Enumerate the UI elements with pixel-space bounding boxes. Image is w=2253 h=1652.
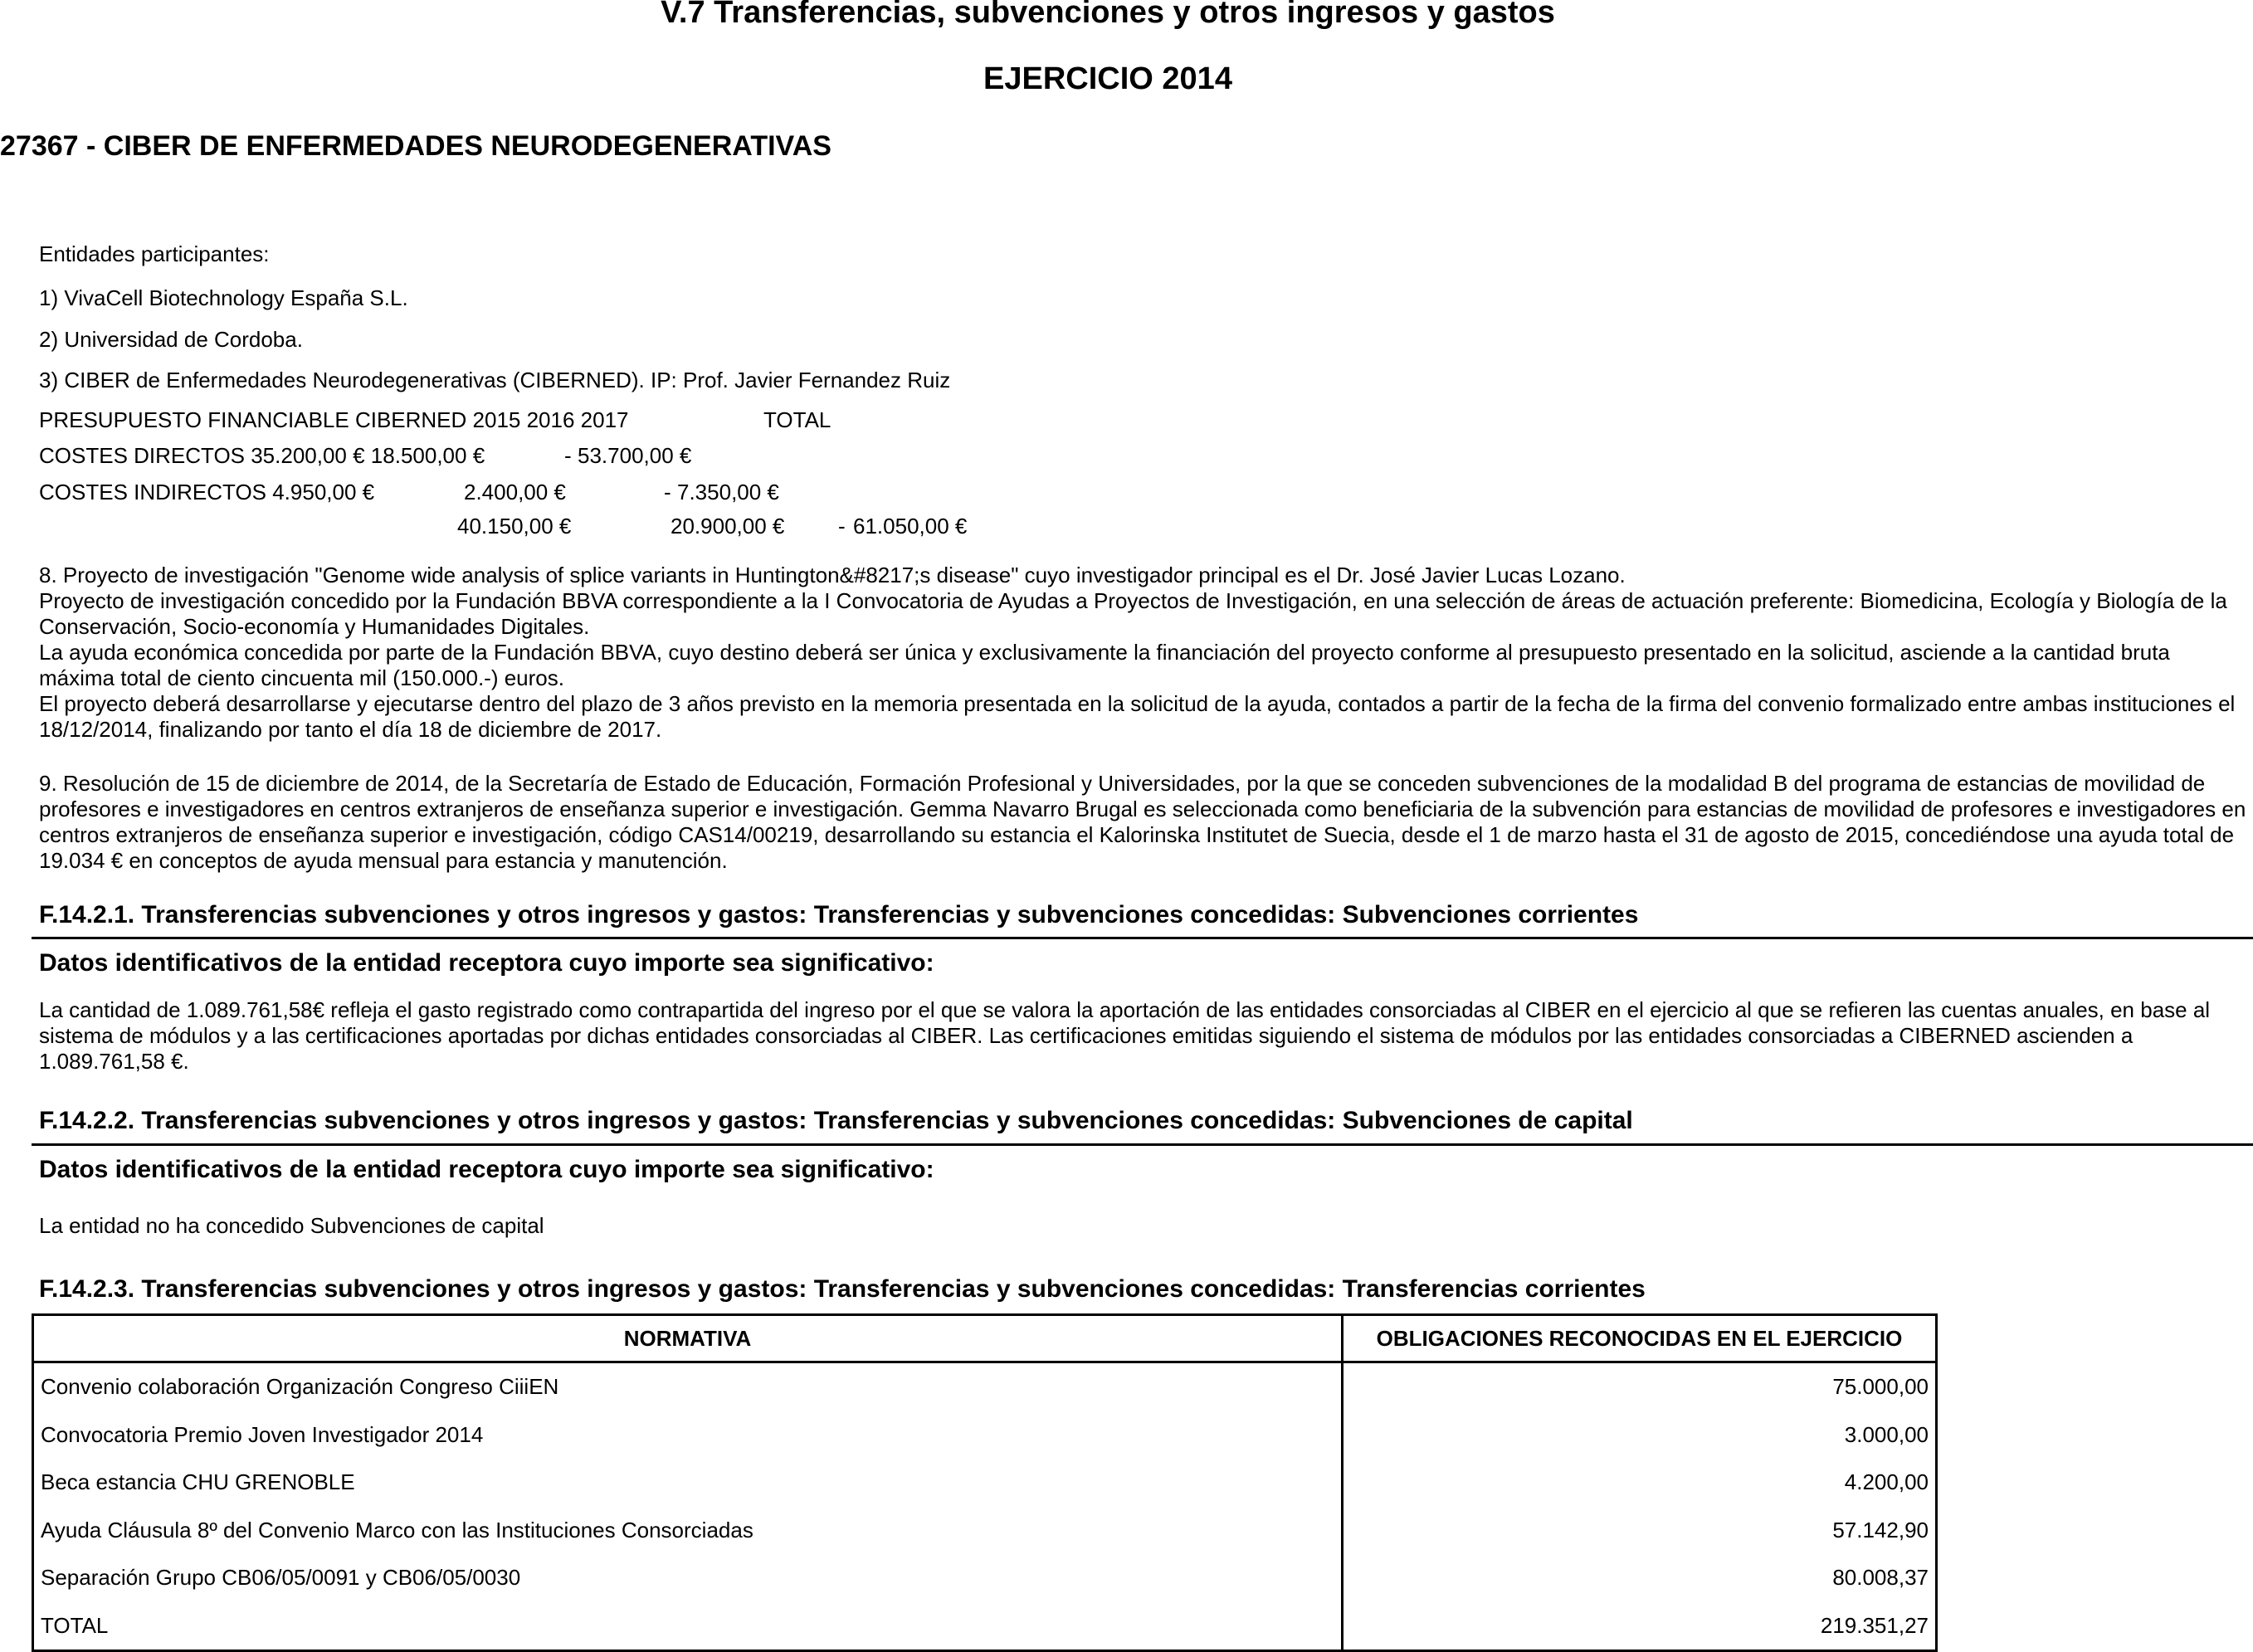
budget-sum-2016: 20.900,00 € [671,514,785,538]
cell-normativa: Separación Grupo CB06/05/0091 y CB06/05/0030 [33,1554,1343,1602]
cell-importe: 3.000,00 [1343,1411,1937,1460]
participants-label: Entidades participantes: [39,241,270,266]
participant-item: 1) VivaCell Biotechnology España S.L. [39,285,408,310]
cell-normativa: Convocatoria Premio Joven Investigador 2014 [33,1411,1343,1460]
budget-indirect-total: 7.350,00 € [677,480,779,504]
cell-normativa: TOTAL [33,1602,1343,1651]
section-text [39,997,2246,1075]
item-9-text: 9. Resolución de 15 de diciembre de 2014, de la Secretaría de Estado de Educación, Formación Profesional y Universidades, por la que se conceden subvenciones de la modalidad B del programa de estancias de movilidad de profesores e investigadores en centros extranjeros de enseñanza superior e investigación. Gemma Navarro Brugal es seleccionada como beneficiaria de la subvención para estancias de movilidad de profesores e investigadores en centros extranjeros de enseñanza superior e investigación, código CAS14/00219, desarrollando su estancia el Kalorinska Institutet de Suecia, desde el 1 de marzo hasta el 31 de agosto de 2015, concediéndose una ayuda total de 19.034 € en conceptos de ayuda mensual para estancia y manutención. [39,771,2246,873]
page-title: V.7 Transferencias, subvenciones y otros ingresos y gastos [661,0,1555,30]
section-title-subvenciones-capital: F.14.2.2. Transferencias subvenciones y otros ingresos y gastos: Transferencias y subvenciones concedidas: Subvenciones de capital [39,1107,1633,1134]
budget-header: PRESUPUESTO FINANCIABLE CIBERNED 2015 2016 2017 [39,407,629,432]
section-subtitle: Datos identificativos de la entidad receptora cuyo importe sea significativo: [39,949,934,977]
budget-direct-costs: COSTES DIRECTOS 35.200,00 € 18.500,00 € [39,443,485,468]
cell-importe: 219.351,27 [1343,1602,1937,1651]
table-header-row [33,1315,1937,1362]
column-header-obligaciones: OBLIGACIONES RECONOCIDAS EN EL EJERCICIO [1343,1315,1937,1362]
cell-importe: 75.000,00 [1343,1362,1937,1411]
table-total-row [33,1602,1937,1651]
item-8-line: 8. Proyecto de investigación "Genome wide analysis of splice variants in Huntington&#8217;s disease" cuyo investigador principal es el Dr. José Javier Lucas Lozano. [39,563,1626,587]
item-8-line: El proyecto deberá desarrollarse y ejecutarse dentro del plazo de 3 años previsto en la memoria presentada en la solicitud de la ayuda, contados a partir de la fecha de la firma del convenio formalizado entre ambas instituciones el 18/12/2014, finalizando por tanto el día 18 de diciembre de 2017. [39,691,2236,742]
section-text: La entidad no ha concedido Subvenciones de capital [39,1213,544,1238]
budget-indirect-costs: COSTES INDIRECTOS 4.950,00 € [39,480,375,504]
cell-normativa: Ayuda Cláusula 8º del Convenio Marco con las Instituciones Consorciadas [33,1507,1343,1555]
table-row [33,1459,1937,1507]
budget-header-total: TOTAL [763,407,831,432]
participant-item: 3) CIBER de Enfermedades Neurodegenerativas (CIBERNED). IP: Prof. Javier Fernandez Ruiz [39,368,951,392]
item-9-paragraph [39,771,2246,874]
transfers-table [32,1313,1938,1652]
table-row [33,1507,1937,1555]
section-title-subvenciones-corrientes: F.14.2.1. Transferencias subvenciones y otros ingresos y gastos: Transferencias y subvenciones concedidas: Subvenciones corrientes [39,901,1639,928]
budget-sum-dash: - [838,514,846,538]
budget-direct-total: 53.700,00 € [578,443,692,468]
item-8-line: La ayuda económica concedida por parte de la Fundación BBVA, cuyo destino deberá ser única y exclusivamente la financiación del proyecto conforme al presupuesto presentado en la solicitud, asciende a la cantidad bruta máxima total de ciento cincuenta mil (150.000.-) euros. [39,640,2170,690]
entity-name: 27367 - CIBER DE ENFERMEDADES NEURODEGENERATIVAS [0,130,831,162]
budget-sum-2015: 40.150,00 € [457,514,572,538]
budget-indirect-2016: 2.400,00 € [464,480,566,504]
participant-item: 2) Universidad de Cordoba. [39,327,303,352]
section-divider [32,937,2253,939]
budget-direct-dash: - [564,443,572,468]
section-title-transferencias-corrientes: F.14.2.3. Transferencias subvenciones y otros ingresos y gastos: Transferencias y subvenciones concedidas: Transferencias corrientes [39,1275,1646,1303]
cell-importe: 4.200,00 [1343,1459,1937,1507]
section-divider [32,1143,2253,1146]
cell-importe: 80.008,37 [1343,1554,1937,1602]
item-8-paragraph [39,563,2246,743]
budget-sum-total: 61.050,00 € [853,514,968,538]
item-8-line: Proyecto de investigación concedido por la Fundación BBVA correspondiente a la I Convocatoria de Ayudas a Proyectos de Investigación, en una selección de áreas de actuación preferente: Biomedicina, Ecología y Biología de la Conservación, Socio-economía y Humanidades Digitales. [39,588,2227,639]
table-row [33,1554,1937,1602]
cell-normativa: Convenio colaboración Organización Congreso CiiiEN [33,1362,1343,1411]
section-text-content: La cantidad de 1.089.761,58€ refleja el gasto registrado como contrapartida del ingreso por el que se valora la aportación de las entidades consorciadas al CIBER en el ejercicio al que se refieren las cuentas anuales, en base al sistema de módulos y a las certificaciones aportadas por dichas entidades consorciadas al CIBER. Las certificaciones emitidas siguiendo el sistema de módulos por las entidades consorciadas a CIBERNED ascienden a 1.089.761,58 €. [39,997,2211,1074]
cell-importe: 57.142,90 [1343,1507,1937,1555]
table-row [33,1411,1937,1460]
cell-normativa: Beca estancia CHU GRENOBLE [33,1459,1343,1507]
column-header-normativa: NORMATIVA [33,1315,1343,1362]
fiscal-year: EJERCICIO 2014 [983,61,1232,96]
table-row [33,1362,1937,1411]
section-subtitle: Datos identificativos de la entidad receptora cuyo importe sea significativo: [39,1156,934,1183]
budget-indirect-dash: - [664,480,671,504]
